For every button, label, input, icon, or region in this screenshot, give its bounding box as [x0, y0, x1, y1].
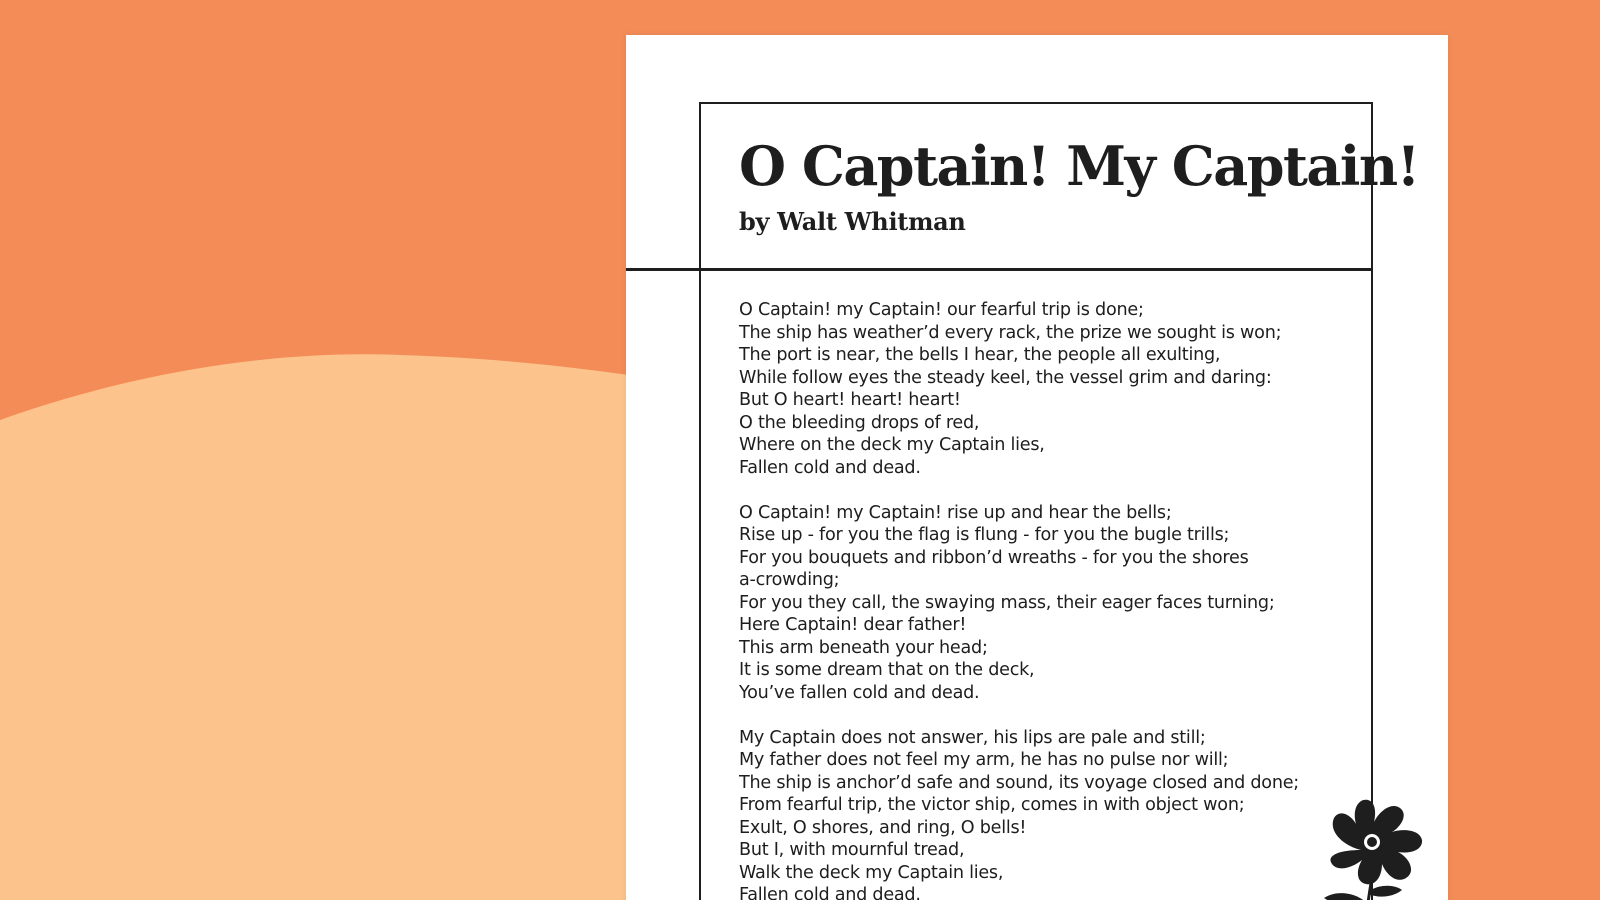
- poem-line: O Captain! my Captain! our fearful trip is done;: [739, 300, 1144, 320]
- poem-line: O the bleeding drops of red,: [739, 412, 980, 433]
- poem-line: The port is near, the bells I hear, the people all exulting,: [739, 345, 1221, 365]
- poem-line: My Captain does not answer, his lips are pale and still;: [739, 727, 1206, 748]
- poem-line: Here Captain! dear father!: [739, 615, 967, 635]
- poem-line: O Captain! my Captain! rise up and hear the bells;: [739, 502, 1172, 523]
- poem-line: For you they call, the swaying mass, their eager faces turning;: [739, 592, 1275, 613]
- poem-line: Fallen cold and dead.: [739, 885, 921, 900]
- frame-left-border: [699, 102, 701, 900]
- poem-line: Where on the deck my Captain lies,: [739, 435, 1045, 455]
- flower-icon: [1306, 780, 1436, 900]
- poem-line: The ship is anchor’d safe and sound, its voyage closed and done;: [739, 772, 1299, 793]
- poem-line: Fallen cold and dead.: [739, 457, 921, 478]
- poem-page: [626, 35, 1448, 900]
- frame-top-border: [699, 102, 1373, 104]
- poem-line: Walk the deck my Captain lies,: [739, 862, 1004, 883]
- poem-line: But I, with mournful tread,: [739, 840, 965, 860]
- poem-title: O Captain! My Captain!: [739, 134, 1419, 198]
- poem-line: While follow eyes the steady keel, the vessel grim and daring:: [739, 367, 1272, 388]
- poem-line: For you bouquets and ribbon’d wreaths - for you the shores: [739, 547, 1249, 568]
- poem-body: [739, 299, 1359, 900]
- poem-line: It is some dream that on the deck,: [739, 660, 1035, 680]
- poem-line: a-crowding;: [739, 570, 840, 590]
- header-divider: [626, 268, 1373, 271]
- poem-line: This arm beneath your head;: [739, 637, 988, 658]
- poem-line: The ship has weather’d every rack, the prize we sought is won;: [739, 322, 1282, 343]
- poem-line: You’ve fallen cold and dead.: [739, 682, 980, 703]
- poem-line: But O heart! heart! heart!: [739, 390, 961, 410]
- poem-line: From fearful trip, the victor ship, comes in with object won;: [739, 795, 1245, 815]
- poem-line: My father does not feel my arm, he has no pulse nor will;: [739, 750, 1229, 770]
- poem-line: Rise up - for you the flag is flung - for you the bugle trills;: [739, 525, 1230, 545]
- poem-author: by Walt Whitman: [739, 207, 966, 236]
- poem-line: Exult, O shores, and ring, O bells!: [739, 817, 1027, 838]
- poem-stanza: [739, 502, 1359, 705]
- poem-stanza: [739, 727, 1359, 900]
- poem-stanza: [739, 299, 1359, 479]
